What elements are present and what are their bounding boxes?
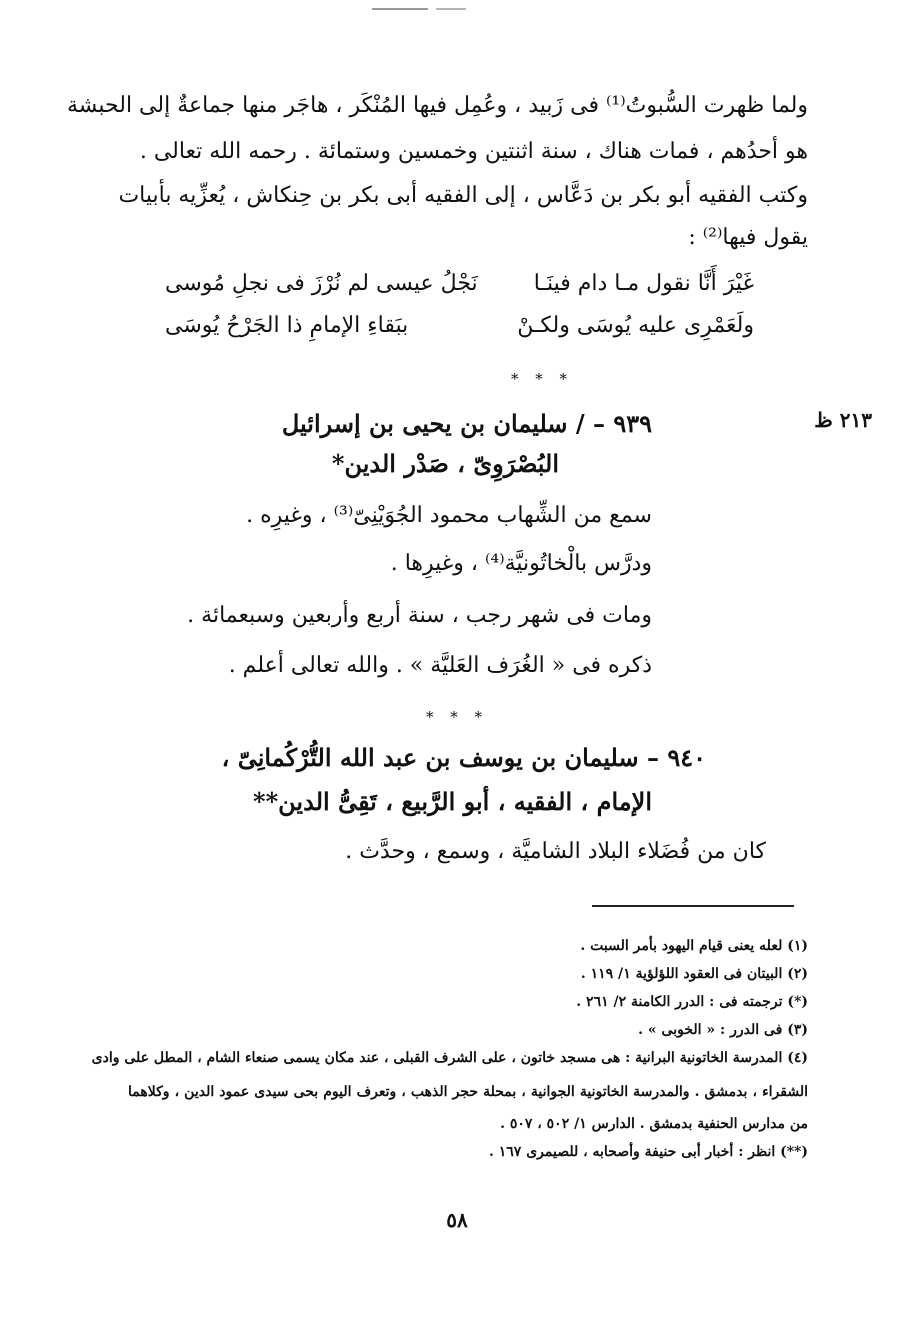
footnote: (٣) فى الدرر : « الخوبى » . [638, 1022, 808, 1038]
entry-heading: ٩٤٠ – سليمان بن يوسف بن عبد الله التُّرْكُمانِىّ ، [221, 743, 706, 772]
footnote: (**) انظر : أخبار أبى حنيفة وأصحابه ، للصيمرى ١٦٧ . [489, 1144, 808, 1160]
paragraph-line: هو أحدُهم ، فمات هناك ، سنة اثنتين وخمسين وستمائة . رحمه الله تعالى . [139, 139, 808, 164]
footnote: (*) ترجمته فى : الدرر الكامنة ٢/ ٢٦١ . [576, 994, 808, 1010]
paragraph-line: يقول فيها⁽²⁾ : [688, 225, 808, 250]
footnote-continuation: الشقراء ، بدمشق . والمدرسة الخاتونية الجوانية ، بمحلة حجر الذهب ، وتعرف اليوم بحى سيدى عمود الدين ، وكلاهما [128, 1084, 808, 1100]
footnote: (٢) البيتان فى العقود اللؤلؤية ١/ ١١٩ . [580, 966, 808, 982]
footnote-continuation: من مدارس الحنفية بدمشق . الدارس ١/ ٥٠٢ ، ٥٠٧ . [500, 1116, 808, 1132]
entry-line: ذكره فى « الغُرَف العَليَّة » . والله تعالى أعلم . [228, 653, 652, 678]
entry-line: سمع من الشِّهاب محمود الجُوَيْنِىّ⁽³⁾ ، وغيرِه . [246, 503, 652, 528]
verse-hemistich-left: ببَقاءِ الإمامِ ذا الجَرْحُ يُوسَى [165, 313, 409, 338]
section-separator: * * * [425, 708, 489, 726]
entry-line: ومات فى شهر رجب ، سنة أربع وأربعين وسبعمائة . [187, 603, 652, 628]
verse-hemistich-right: ولَعَمْرِى عليه يُوسَى ولكـنْ [517, 313, 754, 338]
scan-mark [372, 8, 428, 10]
entry-heading-subtitle: الإمام ، الفقيه ، أبو الرَّبيع ، تَقِىُّ الدين** [253, 787, 652, 816]
entry-heading: ٩٣٩ – / سليمان بن يحيى بن إسرائيل [281, 409, 652, 438]
page-number: ٥٨ [446, 1208, 468, 1232]
verse-hemistich-right: غَيْرَ أَنَّا نقول مـا دام فينَـا [533, 271, 754, 296]
scan-mark [436, 8, 466, 10]
paragraph-line: وكتب الفقيه أبو بكر بن دَعَّاس ، إلى الفقيه أبى بكر بن حِنكاش ، يُعزِّيه بأبيات [118, 183, 808, 208]
section-separator: * * * [510, 370, 574, 388]
entry-line: كان من فُضَلاء البلاد الشاميَّة ، وسمع ، وحدَّث . [345, 839, 766, 864]
footnote: (٤) المدرسة الخاتونية البرانية : هى مسجد خاتون ، على الشرف القبلى ، عند مكان يسمى صنعاء الشام ، المطل على وادى [91, 1050, 808, 1066]
footnote-rule [592, 905, 794, 907]
paragraph-line: ولما ظهرت السُّبوتُ⁽¹⁾ فى زَبيد ، وعُمِل فيها المُنْكَر ، هاجَر منها جماعةٌ إلى الحبشة [66, 93, 808, 118]
manuscript-folio-reference: ٢١٣ ظ [814, 408, 872, 432]
entry-heading-subtitle: البُصْرَوِىّ ، صَدْر الدين* [331, 449, 559, 478]
footnote: (١) لعله يعنى قيام اليهود بأمر السبت . [580, 938, 808, 954]
verse-hemistich-left: نَجْلُ عيسى لم نُرْزَ فى نجلِ مُوسى [165, 271, 478, 296]
entry-line: ودرَّس بالْخاتُونيَّة⁽⁴⁾ ، وغيرِها . [390, 551, 652, 576]
